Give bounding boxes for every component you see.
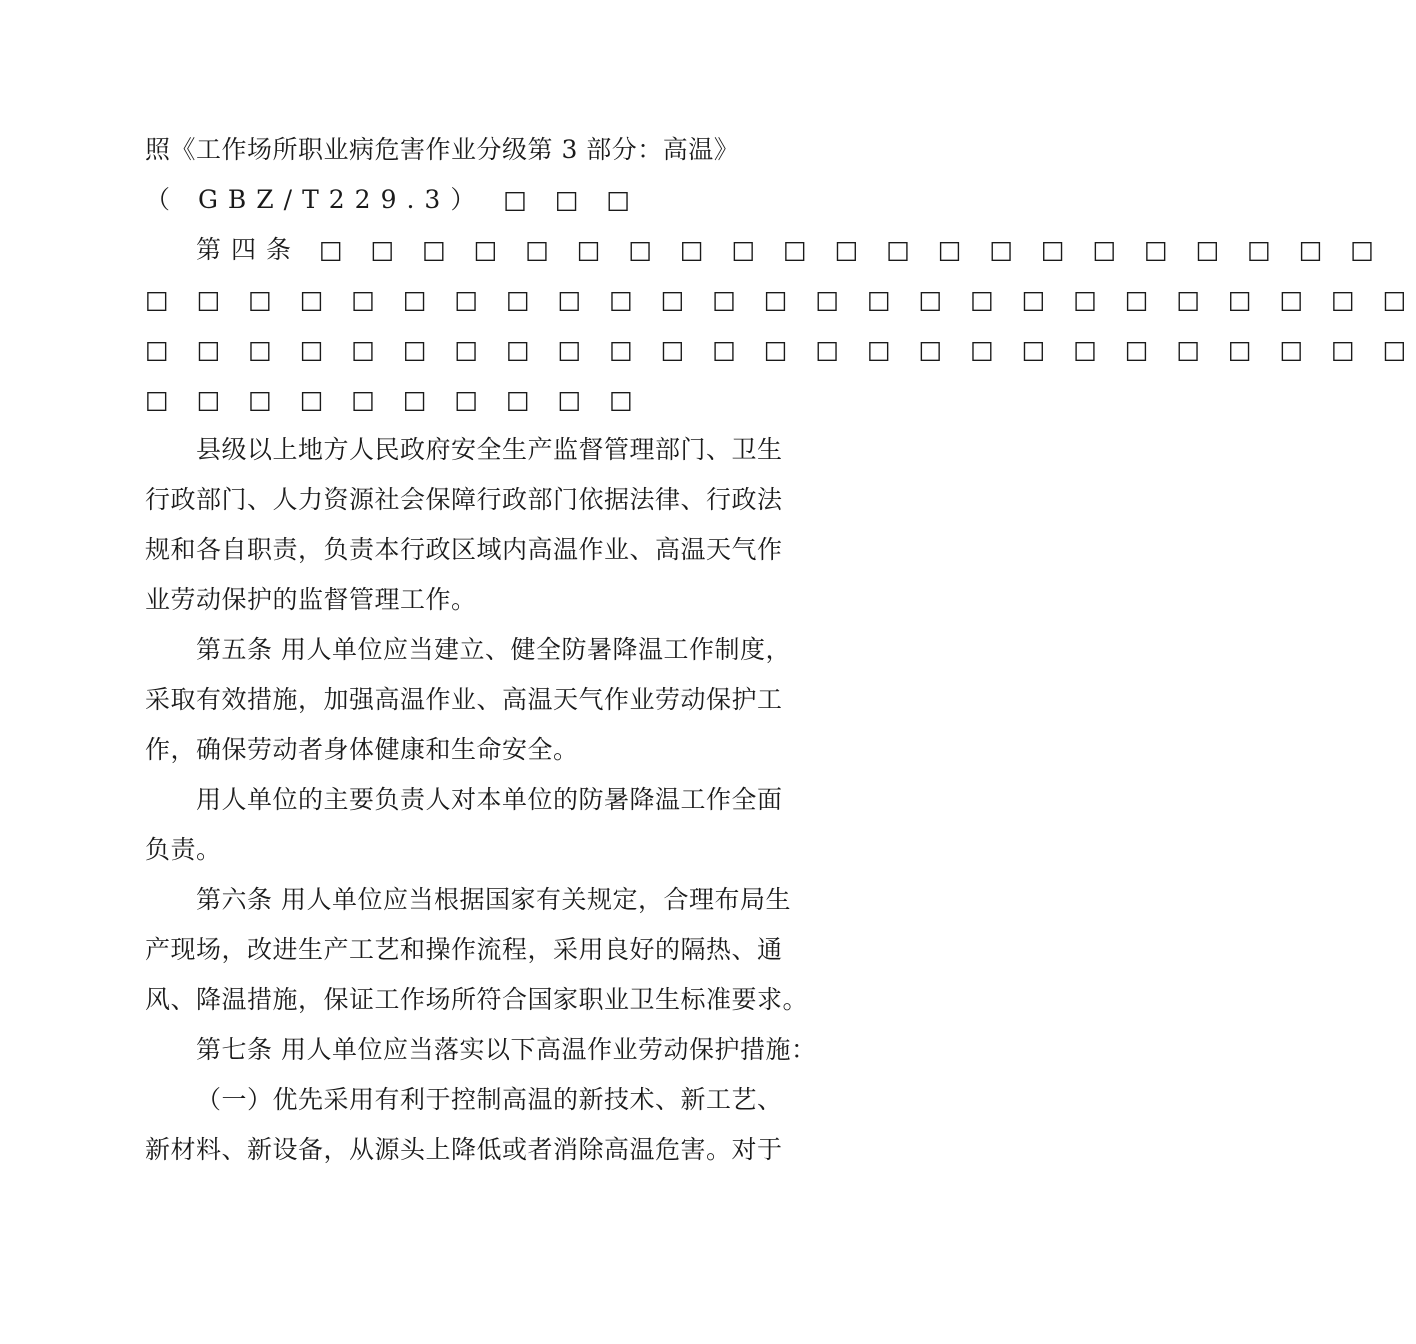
text-line: （一）优先采用有利于控制高温的新技术、新工艺、 [196, 1085, 783, 1114]
text-line: □ □ □ □ □ □ □ □ □ □ □ □ □ □ □ □ □ □ □ □ □ □ □ □ □ [145, 335, 1416, 364]
text-line: （ GBZ/T229.3） □ □ □ [145, 185, 641, 214]
article-7-line: 第七条 用人单位应当落实以下高温作业劳动保护措施： [196, 1035, 817, 1064]
text-line: 负责。 [145, 835, 222, 864]
text-line: 业劳动保护的监督管理工作。 [145, 585, 477, 614]
article-6-line: 第六条 用人单位应当根据国家有关规定，合理布局生 [196, 885, 791, 914]
text-line: 采取有效措施，加强高温作业、高温天气作业劳动保护工 [145, 685, 783, 714]
text-line: 新材料、新设备，从源头上降低或者消除高温危害。对于 [145, 1135, 783, 1164]
text-line: 用人单位的主要负责人对本单位的防暑降温工作全面 [196, 785, 783, 814]
text-line: □ □ □ □ □ □ □ □ □ □ □ □ □ □ □ □ □ □ □ □ □ □ □ □ □ [145, 285, 1416, 314]
text-line: 产现场，改进生产工艺和操作流程，采用良好的隔热、通 [145, 935, 783, 964]
text-line: □ □ □ □ □ □ □ □ □ □ [145, 385, 643, 414]
text-line: 作，确保劳动者身体健康和生命安全。 [145, 735, 579, 764]
text-line: 风、降温措施，保证工作场所符合国家职业卫生标准要求。 [145, 985, 809, 1014]
text-line: 规和各自职责，负责本行政区域内高温作业、高温天气作 [145, 535, 783, 564]
text-line: 照《工作场所职业病危害作业分级第 3 部分：高温》 [145, 135, 740, 164]
text-line: 县级以上地方人民政府安全生产监督管理部门、卫生 [196, 435, 783, 464]
article-5-line: 第五条 用人单位应当建立、健全防暑降温工作制度， [196, 635, 791, 664]
text-line: 行政部门、人力资源社会保障行政部门依据法律、行政法 [145, 485, 783, 514]
article-4-heading-line: 第四条 □ □ □ □ □ □ □ □ □ □ □ □ □ □ □ □ □ □ □ □ □ [196, 235, 1384, 264]
